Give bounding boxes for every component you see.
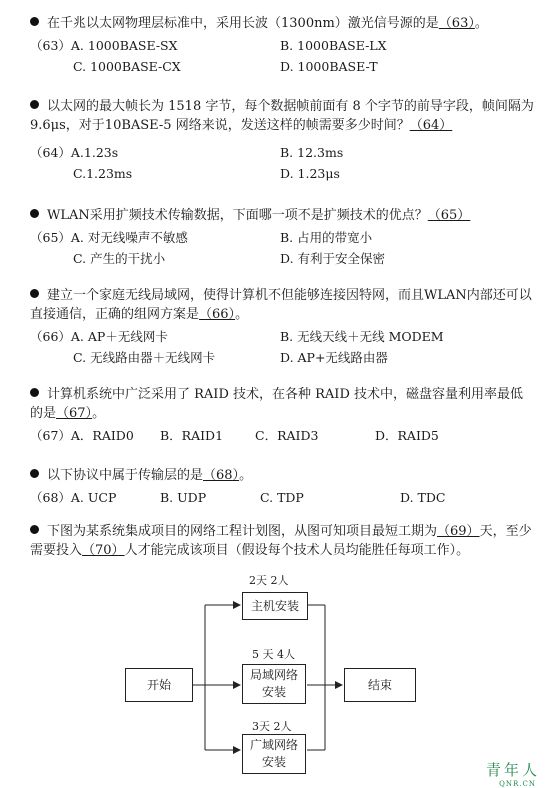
question-number: （65） — [30, 230, 71, 245]
question-64 — [30, 97, 535, 183]
bullet-icon — [30, 388, 39, 397]
task-meta: 2天 2人 — [249, 574, 289, 587]
option-a: A.1.23s — [70, 145, 119, 160]
options — [30, 36, 535, 76]
task-node-lan: 局域网络安装 — [242, 664, 306, 704]
answer-blank: （65） — [427, 208, 471, 223]
option-d: D. AP+无线路由器 — [280, 350, 388, 365]
end-node: 结束 — [344, 668, 416, 702]
bullet-icon — [30, 209, 39, 218]
option-d: D. 有利于安全保密 — [280, 251, 386, 266]
question-65 — [30, 206, 535, 268]
question-text: 建立一个家庭无线局域网，使得计算机不但能够连接因特网，而且WLAN内部还可以直接通信，正确的组网方案是 — [30, 288, 532, 322]
option-c: C．RAID3 — [255, 428, 319, 443]
bullet-icon — [30, 525, 39, 534]
task-meta: 5 天 4人 — [252, 648, 295, 661]
question-number: （64） — [30, 145, 71, 160]
answer-blank-70: （70） — [82, 543, 125, 558]
task-node-host: 主机安装 — [242, 592, 308, 620]
option-a: A. UCP — [70, 490, 117, 505]
options — [30, 488, 535, 507]
answer-blank: （64） — [409, 118, 453, 133]
option-b: B. 1000BASE-LX — [280, 38, 387, 53]
question-number: （68） — [30, 490, 71, 505]
option-d: D. TDC — [400, 490, 446, 505]
answer-blank: （67） — [56, 406, 93, 421]
options — [30, 327, 535, 367]
option-b: B. UDP — [160, 490, 207, 505]
option-c: C. 1000BASE-CX — [73, 59, 181, 74]
bullet-icon — [30, 100, 39, 109]
start-node: 开始 — [125, 668, 193, 702]
option-b: B. 占用的带宽小 — [280, 230, 373, 245]
question-68: 以下协议中属于传输层的是（68）。 （68）A. UCP B. UDP C. TDP D. TDC — [30, 466, 535, 507]
question-text: 以下协议中属于传输层的是 — [47, 468, 204, 483]
options — [30, 143, 535, 183]
option-b: B. 12.3ms — [280, 145, 344, 160]
option-b: B. 无线天线＋无线 MODEM — [280, 329, 444, 344]
option-c: C. TDP — [260, 490, 304, 505]
question-text: 以太网的最大帧长为 1518 字节，每个数据帧前面有 8 个字节的前导字段，帧间隔为 9.6μs，对于10BASE-5 网络来说，发送这样的帧需要多少时间？ — [30, 99, 534, 133]
option-b: B．RAID1 — [160, 428, 224, 443]
task-node-wan: 广域网络安装 — [242, 734, 306, 774]
bullet-icon — [30, 289, 39, 298]
answer-blank-69: （69） — [437, 524, 480, 539]
options — [30, 228, 535, 268]
question-number: （63） — [30, 38, 71, 53]
answer-blank: （68） — [203, 468, 240, 483]
answer-blank: （66） — [199, 307, 236, 322]
option-d: D. 1000BASE-T — [280, 59, 378, 74]
question-text: 计算机系统中广泛采用了 RAID 技术，在各种 RAID 技术中，磁盘容量利用率最低的是 — [30, 387, 523, 421]
network-plan-diagram — [0, 560, 550, 786]
option-a: A. 1000BASE-SX — [70, 38, 178, 53]
option-c: C. 无线路由器＋无线网卡 — [73, 350, 216, 365]
answer-blank: （63） — [438, 16, 475, 31]
question-67: 计算机系统中广泛采用了 RAID 技术，在各种 RAID 技术中，磁盘容量利用率最低的是（67）。 （67）A．RAID0 B．RAID1 C．RAID3 D．RAID5 — [30, 385, 535, 445]
option-a: A. AP＋无线网卡 — [70, 329, 168, 344]
option-d: D. 1.23μs — [280, 166, 340, 181]
question-text: WLAN采用扩频技术传输数据，下面哪一项不是扩频技术的优点？ — [47, 208, 428, 223]
watermark-logo: 青年人 — [485, 761, 540, 779]
question-text: 在千兆以太网物理层标准中，采用长波（1300nm）激光信号源的是 — [47, 16, 439, 31]
option-c: C. 产生的干扰小 — [73, 251, 166, 266]
question-69-70: 下图为某系统集成项目的网络工程计划图，从图可知项目最短工期为（69）天，至少需要投入（70）人才能完成该项目（假设每个技术人员均能胜任每项工作）。 — [30, 524, 532, 558]
bullet-icon — [30, 17, 39, 26]
question-number: （67） — [30, 428, 71, 443]
options — [30, 426, 535, 445]
question-63: 在千兆以太网物理层标准中，采用长波（1300nm）激光信号源的是（63）。 （63）A. 1000BASE-SX B. 1000BASE-LX C. 1000BASE-CX D. 1000BASE-T — [30, 14, 535, 76]
option-c: C.1.23ms — [73, 166, 133, 181]
question-number: （66） — [30, 329, 71, 344]
option-d: D．RAID5 — [375, 428, 439, 443]
option-a: A. 对无线噪声不敏感 — [70, 230, 188, 245]
question-66: 建立一个家庭无线局域网，使得计算机不但能够连接因特网，而且WLAN内部还可以直接通信，正确的组网方案是（66）。 （66）A. AP＋无线网卡 B. 无线天线＋无线 MODEM C. 无线路由器＋无线网卡 D. AP+无线路由器 — [30, 286, 535, 367]
question-text: 下图为某系统集成项目的网络工程计划图，从图可知项目最短工期为 — [47, 524, 438, 539]
option-a: A．RAID0 — [70, 428, 134, 443]
watermark-site: QNR.CN — [499, 780, 536, 788]
task-meta: 3天 2人 — [252, 720, 292, 733]
bullet-icon — [30, 469, 39, 478]
